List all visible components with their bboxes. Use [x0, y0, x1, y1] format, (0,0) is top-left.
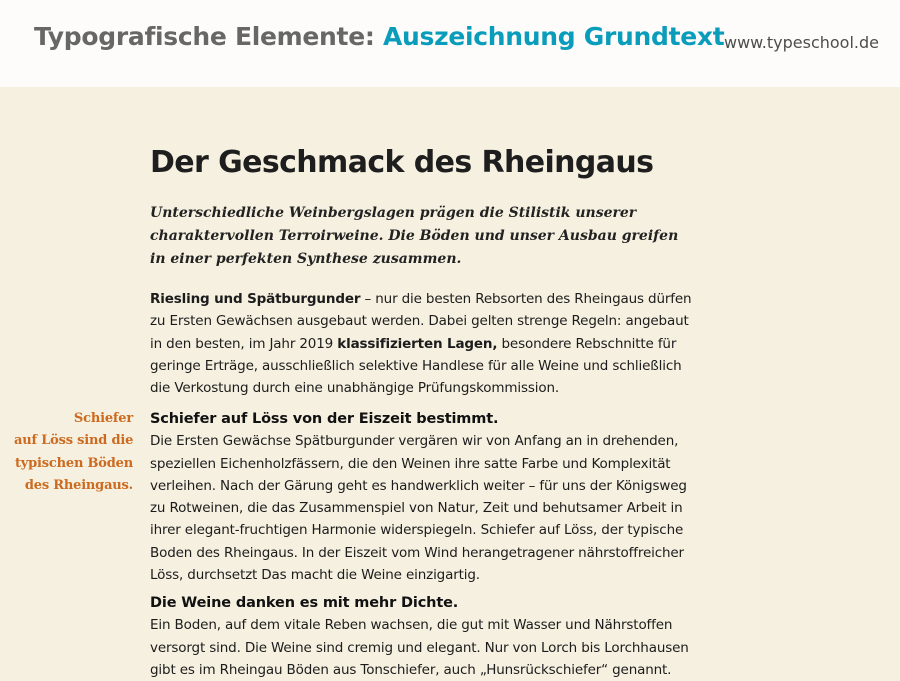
- bold-term-riesling: Riesling und Spätburgunder: [150, 291, 361, 307]
- section-schiefer: [150, 408, 687, 586]
- header-url-link[interactable]: www.typeschool.de: [724, 33, 879, 52]
- lead-line: Unterschiedliche Weinbergslagen prägen die Stilistik unserer: [150, 205, 637, 221]
- lead-paragraph: [150, 202, 679, 271]
- section-weine: [150, 592, 689, 681]
- paragraph-text: in den besten, im Jahr 2019: [150, 335, 338, 352]
- margin-note: [14, 408, 133, 497]
- margin-note-line: Schiefer: [73, 411, 133, 426]
- paragraph-line: verleihen. Nach der Gärung geht es handwerklich weiter – für uns der Königsweg: [150, 477, 687, 494]
- lead-line: in einer perfekten Synthese zusammen.: [150, 251, 462, 267]
- margin-note-line: des Rheingaus.: [24, 477, 133, 493]
- article-title: Der Geschmack des Rheingaus: [150, 145, 654, 180]
- paragraph-line: versorgt sind. Die Weine sind cremig und elegant. Nur von Lorch bis Lorchhausen: [150, 639, 689, 656]
- paragraph-riesling: [150, 288, 692, 399]
- section-heading: Schiefer auf Löss von der Eiszeit bestimmt.: [150, 411, 499, 427]
- paragraph-line: ihrer elegant-fruchtigen Harmonie widerspiegeln. Schiefer auf Löss, der typische: [150, 522, 684, 539]
- paragraph-line: geringe Erträge, ausschließlich selektive Handlese für alle Weine und schließlich: [150, 357, 682, 374]
- paragraph-line: Löss, durchsetzt Das macht die Weine einzigartig.: [150, 567, 480, 584]
- paragraph-line: Ein Boden, auf dem vitale Reben wachsen, die gut mit Wasser und Nährstoffen: [150, 617, 673, 634]
- paragraph-line: zu Rotweinen, die das Zusammenspiel von Natur, Zeit und behutsamer Arbeit in: [150, 500, 683, 517]
- bold-term-lagen: klassifizierten Lagen,: [337, 335, 498, 352]
- paragraph-text: besondere Rebschnitte für: [497, 335, 677, 352]
- paragraph-line: Die Ersten Gewächse Spätburgunder vergären wir von Anfang an in drehenden,: [150, 433, 679, 450]
- header-title-accent: Auszeichnung Grundtext: [382, 22, 725, 51]
- paragraph-line: Boden des Rheingaus. In der Eiszeit vom Wind herangetragener nährstoffreicher: [150, 544, 684, 561]
- paragraph-line: [150, 288, 692, 310]
- margin-note-line: typischen Böden: [15, 455, 133, 471]
- page-header: [0, 0, 900, 87]
- lead-line: charaktervollen Terroirweine. Die Böden und unser Ausbau greifen: [150, 228, 679, 244]
- paragraph-line: speziellen Eichenholzfässern, die den Weinen ihre satte Farbe und Komplexität: [150, 455, 671, 472]
- paragraph-line: zu Ersten Gewächsen ausgebaut werden. Dabei gelten strenge Regeln: angebaut: [150, 313, 689, 330]
- header-title: [34, 22, 724, 51]
- header-title-lead: Typografische Elemente:: [34, 22, 383, 51]
- paragraph-line: gibt es im Rheingau Böden aus Tonschiefer, auch „Hunsrückschiefer“ genannt.: [150, 661, 672, 678]
- paragraph-line: die Verkostung durch eine unabhängige Prüfungskommission.: [150, 380, 560, 397]
- paragraph-text: – nur die besten Rebsorten des Rheingaus dürfen: [360, 291, 692, 307]
- section-heading: Die Weine danken es mit mehr Dichte.: [150, 595, 459, 611]
- margin-note-line: auf Löss sind die: [14, 433, 134, 449]
- paragraph-line: [150, 333, 677, 355]
